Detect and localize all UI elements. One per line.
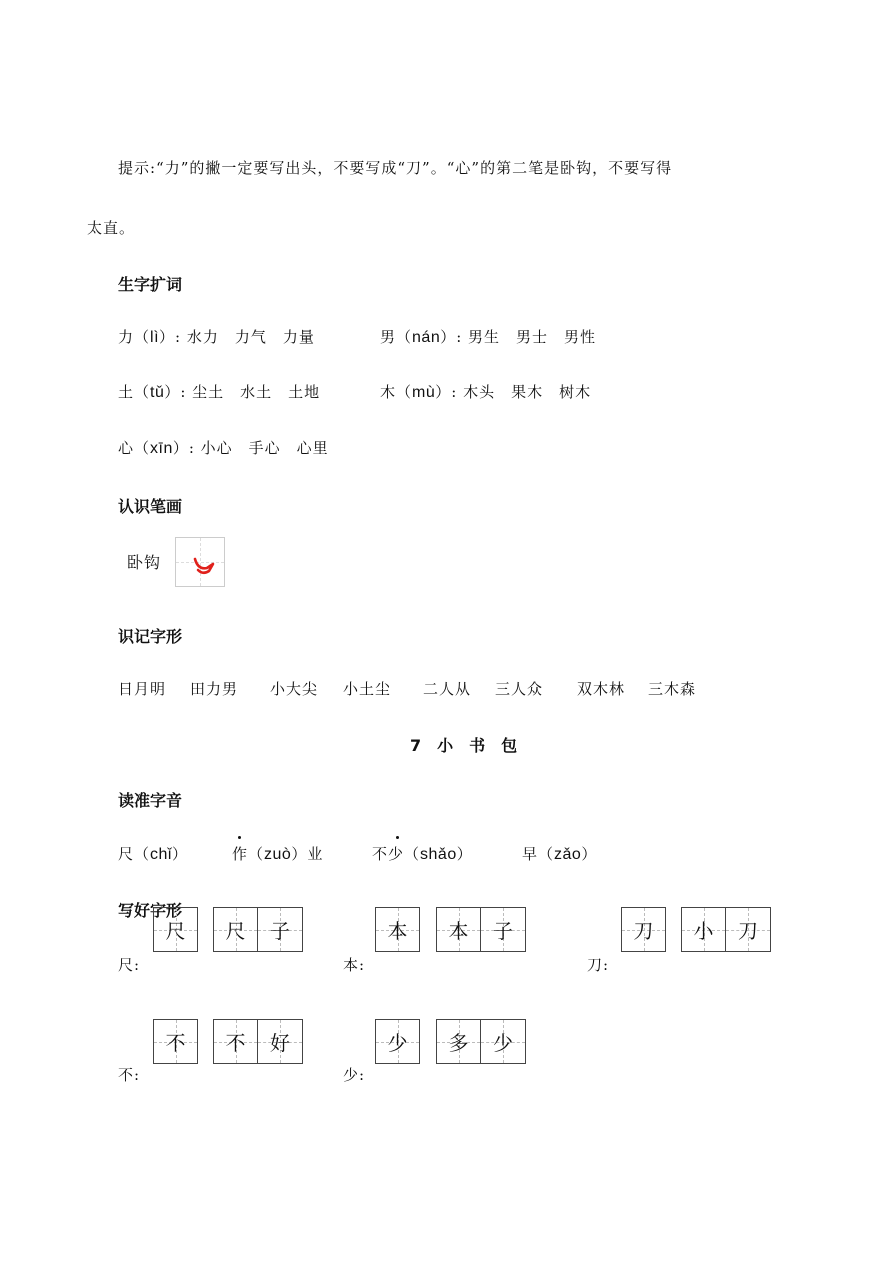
shape-item: 双木林 — [577, 680, 626, 698]
shape-item: 小土尘 — [343, 680, 392, 698]
shape-item: 三人众 — [495, 680, 544, 698]
stroke-name: 卧钩 — [127, 553, 162, 572]
grid-cell: 刀 — [726, 907, 771, 952]
shape-item: 田力男 — [190, 680, 239, 698]
grid-cell: 尺 — [213, 907, 258, 952]
shape-item: 日月明 — [118, 680, 167, 698]
shape-item: 小大尖 — [270, 680, 319, 698]
section-heading-sounds: 读准字音 — [118, 791, 183, 810]
emphasis-dot — [396, 836, 399, 839]
writing-grid-single — [375, 1019, 420, 1064]
grid-cell: 多 — [436, 1019, 481, 1064]
writing-grid-single — [375, 907, 420, 952]
word-entry-mu: 木（mù）: 木头 果木 树木 — [380, 383, 592, 401]
grid-cell: 刀 — [621, 907, 666, 952]
writing-grid-single — [153, 907, 198, 952]
grid-cell: 子 — [258, 907, 303, 952]
section-heading-expand: 生字扩词 — [118, 275, 183, 294]
emphasis-dot — [238, 836, 241, 839]
writing-label: 刀: — [587, 956, 610, 974]
writing-grid-pair — [213, 1019, 303, 1064]
grid-cell: 少 — [375, 1019, 420, 1064]
word-entry-nan: 男（nán）: 男生 男士 男性 — [380, 328, 597, 346]
stroke-demo-box — [175, 537, 225, 587]
shape-item: 三木森 — [648, 680, 697, 698]
word-entry-li: 力（lì）: 水力 力气 力量 — [118, 328, 315, 346]
writing-label: 尺: — [118, 956, 141, 974]
grid-cell: 子 — [481, 907, 526, 952]
writing-grid-pair — [436, 1019, 526, 1064]
pronunciation-item: 作（zuò）业 — [232, 845, 324, 863]
pronunciation-item: 尺（chǐ） — [118, 845, 188, 863]
section-heading-writing: 写好字形 — [118, 901, 183, 920]
grid-cell: 小 — [681, 907, 726, 952]
pronunciation-item: 早（zǎo） — [522, 845, 598, 863]
shape-item: 二人从 — [423, 680, 472, 698]
grid-cell: 好 — [258, 1019, 303, 1064]
word-entry-tu: 土（tǔ）: 尘土 水土 土地 — [118, 383, 321, 401]
writing-grid-pair — [681, 907, 771, 952]
grid-cell: 本 — [375, 907, 420, 952]
section-heading-strokes: 认识笔画 — [118, 497, 183, 516]
tip-line-1: 提示:“力”的撇一定要写出头，不要写成“刀”。“心”的第二笔是卧钩，不要写得 — [118, 159, 673, 177]
writing-grid-pair — [213, 907, 303, 952]
writing-label: 不: — [118, 1066, 141, 1084]
writing-grid-single — [153, 1019, 198, 1064]
pronunciation-item: 不少（shǎo） — [372, 845, 473, 863]
writing-grid-single — [621, 907, 666, 952]
writing-label: 少: — [343, 1066, 366, 1084]
wogou-stroke-icon — [176, 538, 226, 588]
grid-cell: 尺 — [153, 907, 198, 952]
tip-line-2: 太直。 — [87, 219, 136, 237]
grid-cell: 不 — [213, 1019, 258, 1064]
lesson-title: 7 小 书 包 — [410, 736, 518, 755]
section-heading-shapes: 识记字形 — [118, 627, 183, 646]
word-entry-xin: 心（xīn）: 小心 手心 心里 — [118, 439, 329, 457]
writing-grid-pair — [436, 907, 526, 952]
writing-label: 本: — [343, 956, 366, 974]
grid-cell: 少 — [481, 1019, 526, 1064]
grid-cell: 不 — [153, 1019, 198, 1064]
grid-cell: 本 — [436, 907, 481, 952]
